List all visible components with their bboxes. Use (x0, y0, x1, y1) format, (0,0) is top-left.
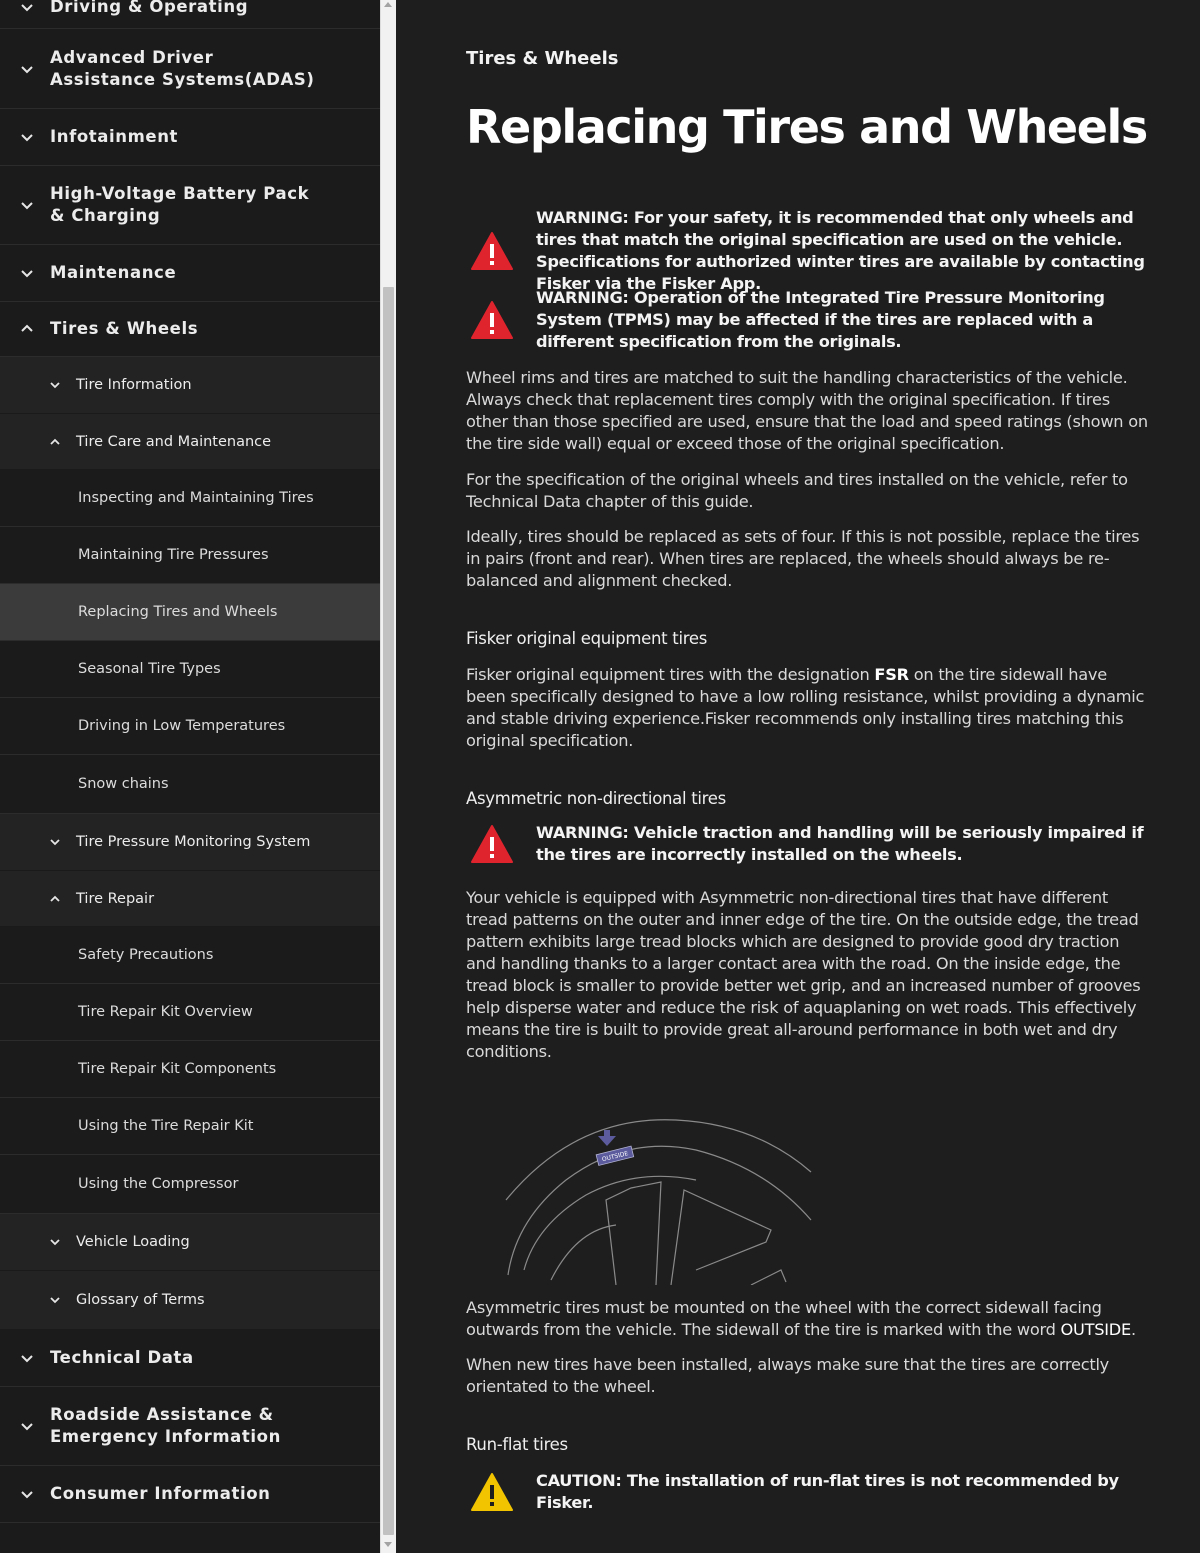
sidebar-item-infotainment[interactable] (0, 109, 380, 166)
sidebar-item-driving-operating[interactable] (0, 0, 380, 29)
chevron-up-icon (20, 322, 50, 336)
sidebar-item-battery-charging[interactable] (0, 166, 380, 245)
sidebar-item-replacing-tires-active[interactable] (0, 584, 380, 641)
sidebar-item-label: Driving in Low Temperatures (78, 718, 286, 734)
chevron-down-icon (48, 378, 76, 392)
warning-text: WARNING: Operation of the Integrated Tire Pressure Monitoring System (TPMS) may be affected if the tires are replaced with a different specification from the originals. (536, 288, 1105, 351)
scroll-up-arrow-icon[interactable] (384, 2, 392, 7)
sidebar-item-label: Seasonal Tire Types (78, 661, 221, 677)
sidebar-item-using-repair-kit[interactable] (0, 1098, 380, 1155)
sidebar-item-label: Technical Data (50, 1348, 194, 1367)
sidebar-item-label: Maintenance (50, 263, 177, 282)
chevron-down-icon (20, 1487, 50, 1501)
text-run: Asymmetric tires must be mounted on the wheel with the correct sidewall facing outwards from the vehicle. The sidewall of the tire is marked with the word (466, 1298, 1102, 1339)
sidebar-item-label: Tire Repair Kit Overview (78, 1004, 253, 1020)
scrollbar-thumb[interactable] (383, 287, 394, 1535)
paragraph: When new tires have been installed, always make sure that the tires are correctly orientated to the wheel. (466, 1355, 1110, 1396)
breadcrumb[interactable]: Tires & Wheels (466, 48, 619, 69)
sidebar-item-maintenance[interactable] (0, 245, 380, 302)
paragraph: Ideally, tires should be replaced as sets of four. If this is not possible, replace the tires in pairs (front and rear). When tires are replaced, the wheels should always be re-balanced and alignment checked. (466, 527, 1140, 590)
sidebar-item-label: High-Voltage Battery Pack & Charging (50, 184, 310, 225)
chevron-down-icon (48, 1293, 76, 1307)
sidebar-item-consumer-information[interactable] (0, 1466, 380, 1523)
page-title: Replacing Tires and Wheels (466, 100, 1147, 154)
sidebar-item-label: Snow chains (78, 776, 169, 792)
tire-outside-illustration (496, 1110, 816, 1285)
sidebar-item-seasonal-tires[interactable] (0, 641, 380, 698)
caution-block (466, 1470, 1151, 1514)
text-run: Fisker original equipment tires with the designation (466, 665, 875, 684)
caution-text: CAUTION: The installation of run-flat tires is not recommended by Fisker. (536, 1471, 1119, 1512)
sidebar-item-repair-kit-overview[interactable] (0, 984, 380, 1041)
chevron-up-icon (48, 892, 76, 906)
sidebar-item-glossary[interactable] (0, 1271, 380, 1330)
paragraph: Your vehicle is equipped with Asymmetric non-directional tires that have different tread patterns on the outer and inner edge of the tire. On the outside edge, the tread pattern exhibits large tread blocks which are designed to provide good dry traction and handling thanks to a larger contact area with the road. On the inside edge, the tread block is smaller to provide better wet grip, and an increased number of grooves help disperse water and reduce the risk of aquaplaning on wet roads. This effectively means the tire is built to provide great all-around performance in both wet and dry conditions. (466, 888, 1141, 1061)
warning-text: WARNING: Vehicle traction and handling will be seriously impaired if the tires are incorrectly installed on the wheels. (536, 823, 1144, 864)
section-heading: Asymmetric non-directional tires (466, 789, 726, 808)
sidebar-item-label: Inspecting and Maintaining Tires (78, 490, 314, 506)
sidebar-item-snow-chains[interactable] (0, 755, 380, 814)
sidebar-item-label: Consumer Information (50, 1484, 271, 1503)
sidebar-item-label: Safety Precautions (78, 947, 214, 963)
chevron-down-icon (20, 0, 50, 14)
sidebar-item-label: Tire Repair Kit Components (78, 1061, 277, 1077)
sidebar-item-repair-kit-components[interactable] (0, 1041, 380, 1098)
caution-triangle-icon (466, 1470, 536, 1514)
sidebar-item-vehicle-loading[interactable] (0, 1214, 380, 1271)
warning-triangle-icon (466, 822, 536, 866)
section-heading: Fisker original equipment tires (466, 629, 707, 648)
paragraph (466, 664, 1148, 752)
sidebar-item-using-compressor[interactable] (0, 1155, 380, 1214)
sidebar-item-technical-data[interactable] (0, 1330, 380, 1387)
warning-triangle-icon (466, 207, 536, 295)
text-run: on the tire sidewall have been specifically designed to have a low rolling resistance, whilst providing a dynamic and stable driving experience.Fisker recommends only installing tires matching this original specification. (466, 665, 1145, 750)
sidebar-item-tire-pressures[interactable] (0, 527, 380, 584)
sidebar-item-label: Driving & Operating (50, 0, 249, 16)
sidebar-item-tires-wheels[interactable] (0, 302, 380, 357)
chevron-down-icon (48, 835, 76, 849)
article-pane (396, 0, 1200, 1553)
sidebar-item-tire-care[interactable] (0, 414, 380, 470)
paragraph: Wheel rims and tires are matched to suit the handling characteristics of the vehicle. Always check that replacement tires comply with the original specification. If tires other than those specified are used, ensure that the load and speed ratings (shown on the tire side wall) equal or exceed those of the original specification. (466, 368, 1148, 453)
paragraph: For the specification of the original wheels and tires installed on the vehicle, refer to Technical Data chapter of this guide. (466, 470, 1128, 511)
chevron-down-icon (20, 62, 50, 76)
chevron-down-icon (20, 1351, 50, 1365)
sidebar-item-label: Tires & Wheels (50, 319, 199, 338)
outside-marking-label: OUTSIDE (601, 1150, 629, 1164)
sidebar-item-inspecting-tires[interactable] (0, 470, 380, 527)
sidebar-item-label: Tire Care and Maintenance (76, 433, 272, 450)
sidebar-item-tire-repair[interactable] (0, 871, 380, 927)
sidebar-nav (0, 0, 380, 1553)
sidebar-item-safety-precautions[interactable] (0, 927, 380, 984)
sidebar-item-label: Using the Compressor (78, 1176, 239, 1192)
paragraph (466, 1297, 1148, 1341)
sidebar-item-label: Advanced Driver Assistance Systems(ADAS) (50, 47, 315, 89)
sidebar-item-label: Roadside Assistance & Emergency Information (50, 1405, 281, 1446)
text-run: . (1131, 1320, 1136, 1339)
chevron-down-icon (20, 1419, 50, 1433)
section-heading: Run-flat tires (466, 1435, 568, 1454)
scroll-down-arrow-icon[interactable] (384, 1542, 392, 1547)
sidebar-item-label: Vehicle Loading (76, 1234, 190, 1250)
warning-triangle-icon (466, 287, 536, 353)
chevron-down-icon (48, 1235, 76, 1249)
sidebar-scrollbar[interactable] (380, 0, 396, 1553)
sidebar-item-adas[interactable] (0, 29, 380, 109)
sidebar-item-label: Infotainment (50, 127, 179, 146)
sidebar-item-label: Tire Repair (76, 890, 155, 907)
warning-text: WARNING: For your safety, it is recommended that only wheels and tires that match the original specification are used on the vehicle. Specifications for authorized winter tires are available by contacting Fisker via the Fisker App. (536, 208, 1145, 293)
sidebar-item-label: Glossary of Terms (76, 1292, 205, 1308)
sidebar-item-roadside-assistance[interactable] (0, 1387, 380, 1466)
tire-designation: FSR (874, 665, 909, 684)
sidebar-item-tire-information[interactable] (0, 357, 380, 414)
sidebar-item-low-temperatures[interactable] (0, 698, 380, 755)
sidebar-item-label: Using the Tire Repair Kit (78, 1118, 254, 1134)
warning-block (466, 287, 1151, 353)
chevron-down-icon (20, 198, 50, 212)
sidebar-item-label: Replacing Tires and Wheels (78, 604, 278, 620)
sidebar-item-label: Maintaining Tire Pressures (78, 547, 269, 563)
chevron-down-icon (20, 130, 50, 144)
warning-block (466, 207, 1151, 295)
chevron-up-icon (48, 435, 76, 449)
sidebar-item-label: Tire Pressure Monitoring System (76, 834, 311, 850)
warning-block (466, 822, 1151, 866)
chevron-down-icon (20, 266, 50, 280)
sidebar-item-label: Tire Information (76, 377, 192, 393)
sidebar-item-tpms[interactable] (0, 814, 380, 871)
outside-word: OUTSIDE (1060, 1320, 1132, 1339)
